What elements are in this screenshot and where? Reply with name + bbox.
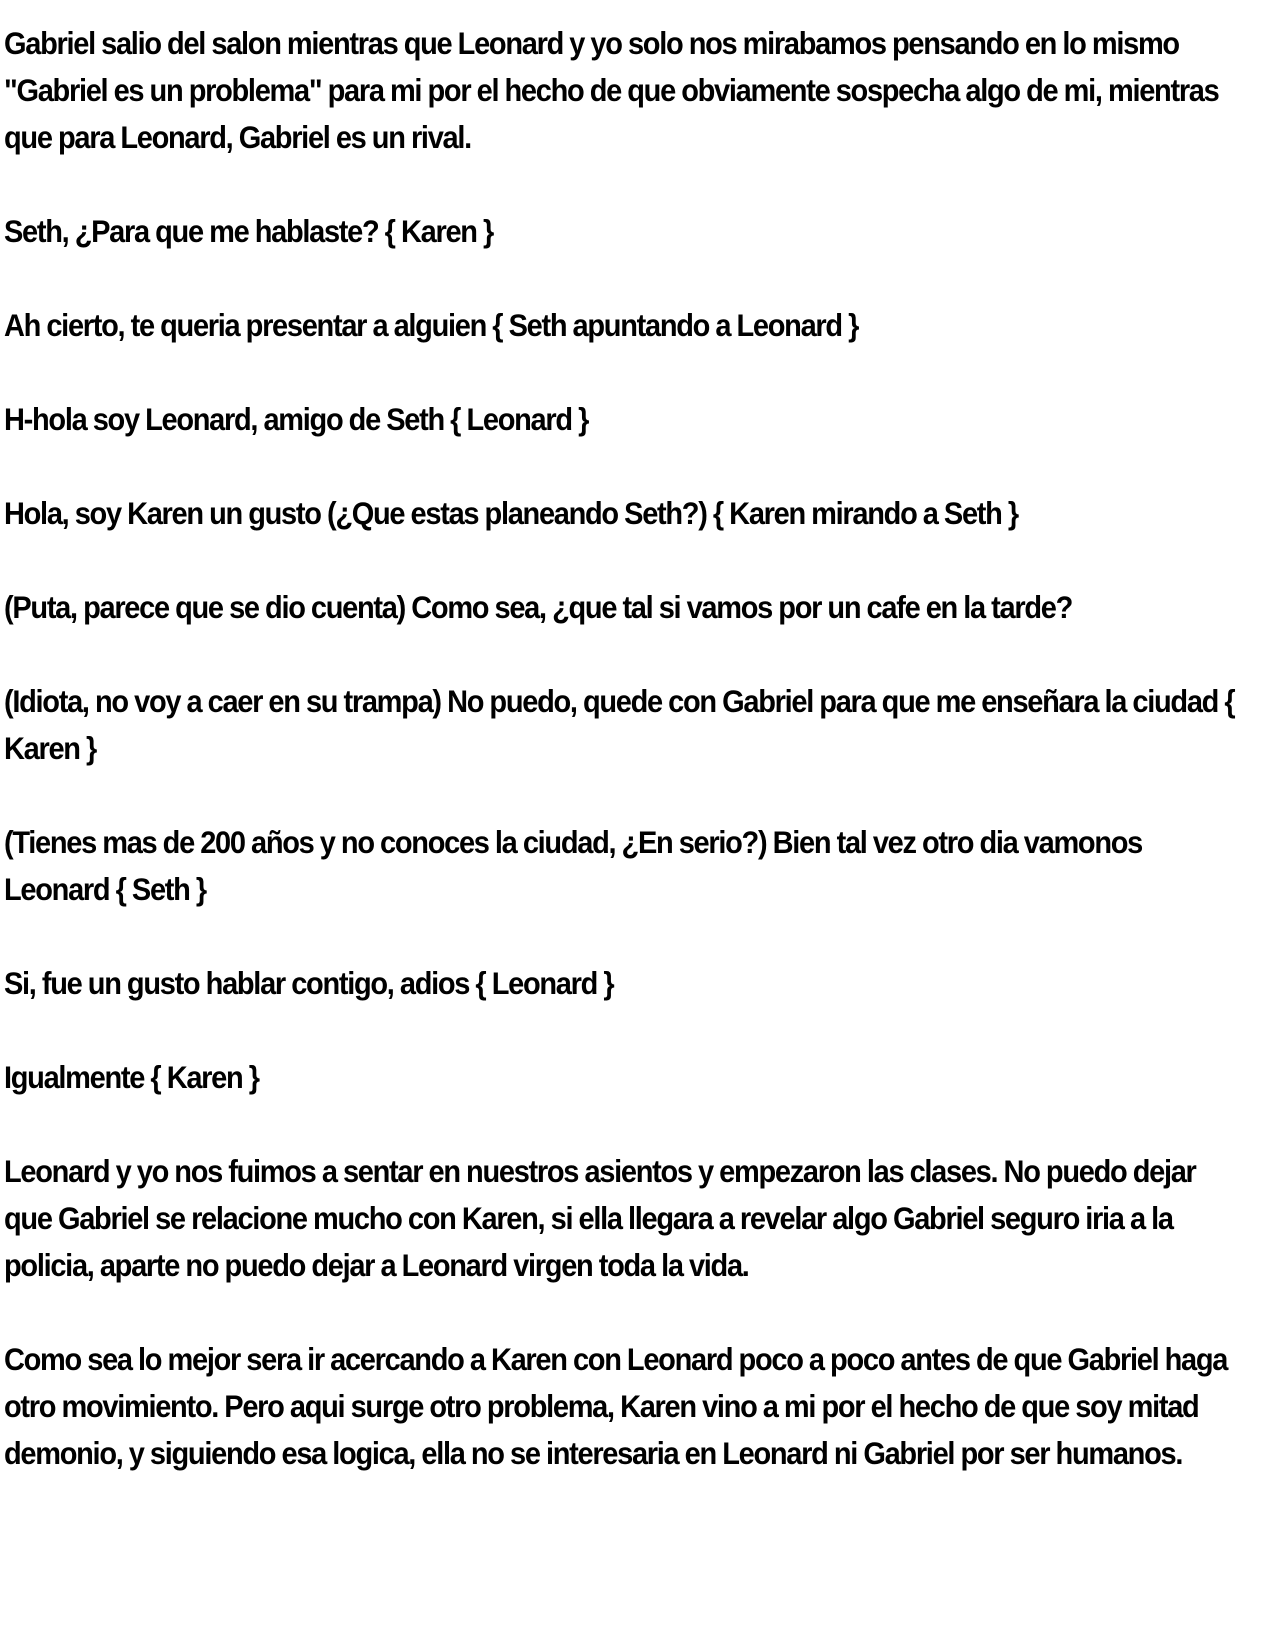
paragraph-7: (Idiota, no voy a caer en su trampa) No puedo, quede con Gabriel para que me enseñara la ciudad { Karen }	[4, 683, 1235, 766]
paragraph-8: (Tienes mas de 200 años y no conoces la ciudad, ¿En serio?) Bien tal vez otro dia vamonos Leonard { Seth }	[4, 824, 1143, 907]
paragraph-2: Seth, ¿Para que me hablaste? { Karen }	[4, 213, 493, 249]
paragraph-5: Hola, soy Karen un gusto (¿Que estas planeando Seth?) { Karen mirando a Seth }	[4, 495, 1018, 531]
paragraph-9: Si, fue un gusto hablar contigo, adios { Leonard }	[4, 965, 614, 1001]
paragraph-12: Como sea lo mejor sera ir acercando a Karen con Leonard poco a poco antes de que Gabriel haga otro movimiento. Pero aqui surge otro problema, Karen vino a mi por el hecho de que soy mitad demonio, y siguiendo esa logica, ella no se interesaria en Leonard ni Gabriel por ser humanos.	[4, 1341, 1228, 1471]
paragraph-10: Igualmente { Karen }	[4, 1059, 259, 1095]
paragraph-6: (Puta, parece que se dio cuenta) Como sea, ¿que tal si vamos por un cafe en la tarde?	[4, 589, 1072, 625]
paragraph-1: Gabriel salio del salon mientras que Leonard y yo solo nos mirabamos pensando en lo mismo "Gabriel es un problema" para mi por el hecho de que obviamente sospecha algo de mi, mientras que para Leonard, Gabriel es un rival.	[4, 25, 1219, 155]
paragraph-11: Leonard y yo nos fuimos a sentar en nuestros asientos y empezaron las clases. No puedo dejar que Gabriel se relacione mucho con Karen, si ella llegara a revelar algo Gabriel seguro iria a la policia, aparte no puedo dejar a Leonard virgen toda la vida.	[4, 1153, 1196, 1283]
paragraph-4: H-hola soy Leonard, amigo de Seth { Leonard }	[4, 401, 589, 437]
paragraph-3: Ah cierto, te queria presentar a alguien { Seth apuntando a Leonard }	[4, 307, 859, 343]
